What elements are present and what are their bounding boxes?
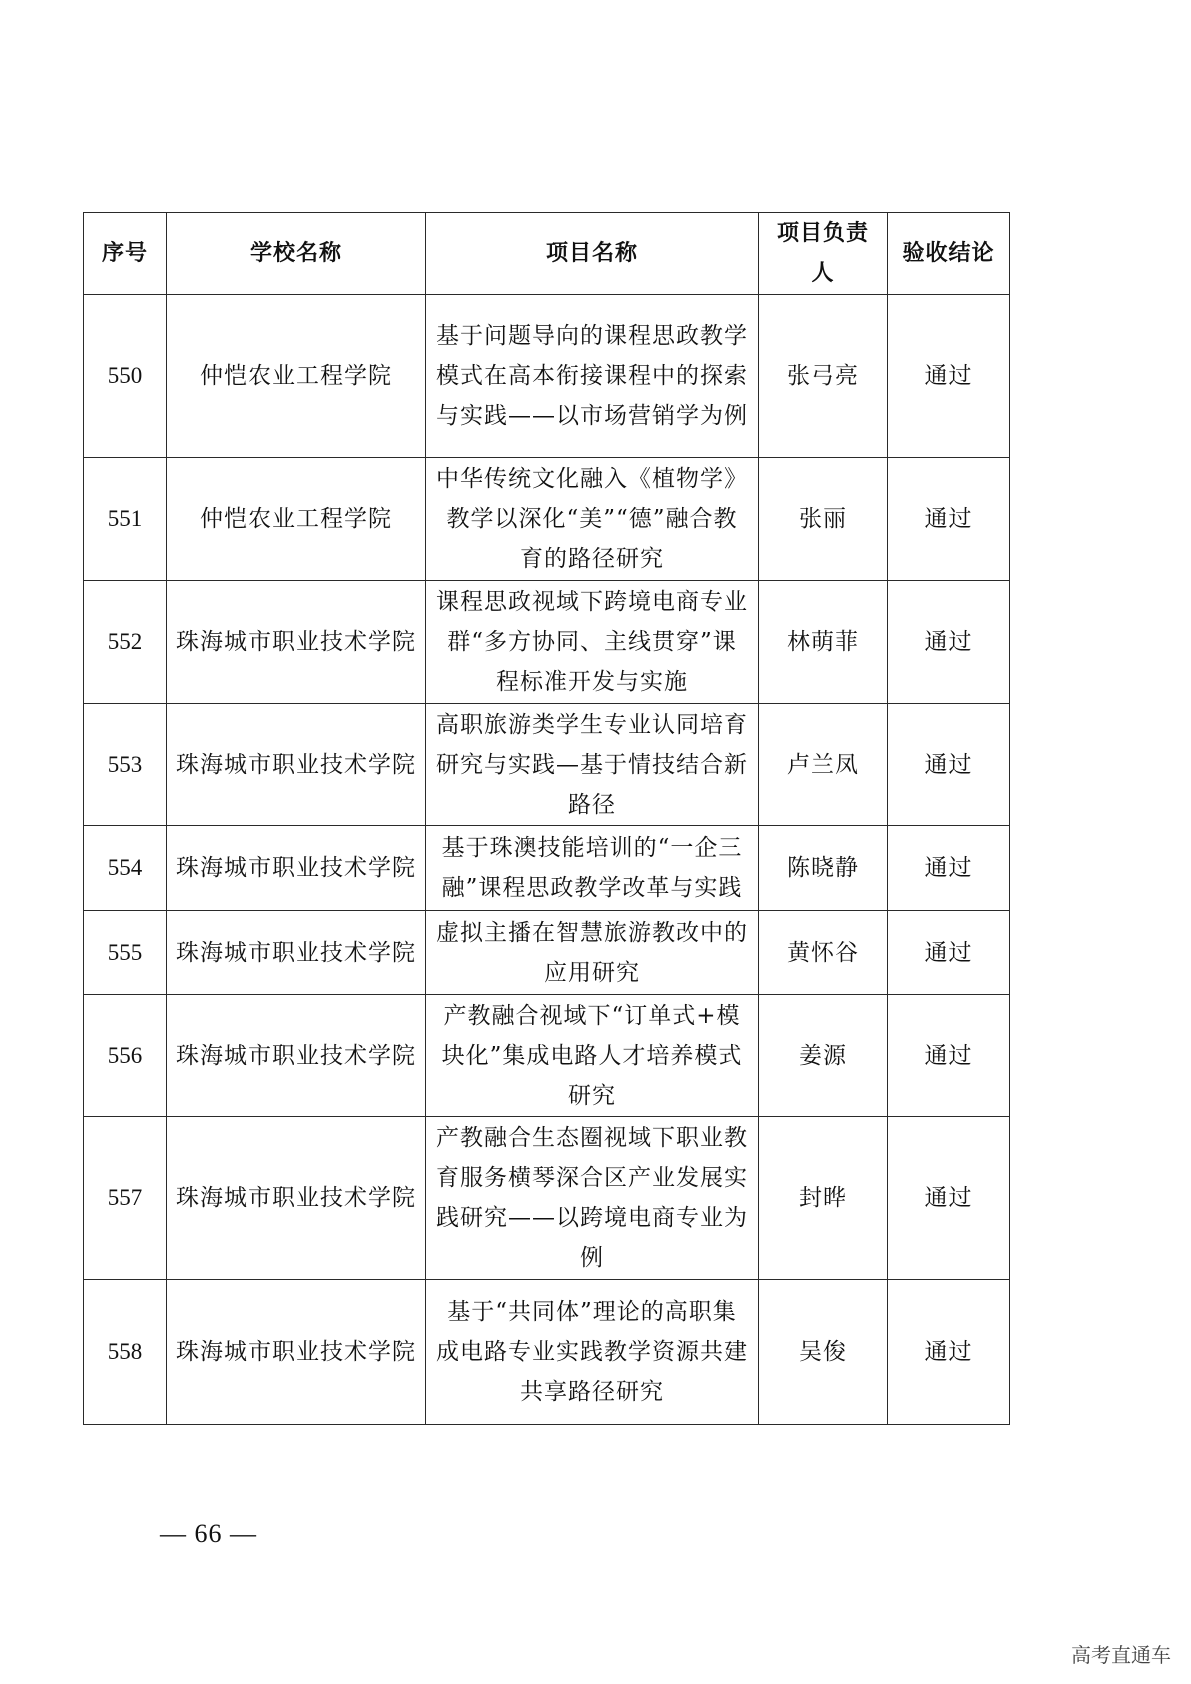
cell-leader: 黄怀谷: [759, 911, 888, 995]
header-result: 验收结论: [888, 213, 1010, 295]
table-row: [84, 704, 1010, 826]
table-row: [84, 581, 1010, 704]
header-school: 学校名称: [167, 213, 426, 295]
cell-result: 通过: [888, 581, 1010, 704]
cell-seq: 554: [84, 826, 167, 911]
table-row: [84, 1280, 1010, 1425]
cell-school: 珠海城市职业技术学院: [167, 1280, 426, 1425]
cell-project: 课程思政视域下跨境电商专业群“多方协同、主线贯穿”课程标准开发与实施: [426, 581, 759, 704]
cell-result: 通过: [888, 295, 1010, 458]
cell-project: 产教融合生态圈视域下职业教育服务横琴深合区产业发展实践研究——以跨境电商专业为例: [426, 1117, 759, 1280]
cell-project: 基于珠澳技能培训的“一企三融”课程思政教学改革与实践: [426, 826, 759, 911]
cell-leader: 林萌菲: [759, 581, 888, 704]
cell-result: 通过: [888, 704, 1010, 826]
cell-leader: 封晔: [759, 1117, 888, 1280]
cell-project: 基于问题导向的课程思政教学模式在高本衔接课程中的探索与实践——以市场营销学为例: [426, 295, 759, 458]
cell-leader: 吴俊: [759, 1280, 888, 1425]
cell-result: 通过: [888, 458, 1010, 581]
cell-result: 通过: [888, 1117, 1010, 1280]
results-table-container: [83, 212, 1009, 1425]
cell-leader: 卢兰凤: [759, 704, 888, 826]
cell-school: 珠海城市职业技术学院: [167, 995, 426, 1117]
cell-seq: 553: [84, 704, 167, 826]
cell-school: 珠海城市职业技术学院: [167, 826, 426, 911]
cell-school: 珠海城市职业技术学院: [167, 581, 426, 704]
cell-leader: 张弓亮: [759, 295, 888, 458]
cell-leader: 陈晓静: [759, 826, 888, 911]
cell-seq: 556: [84, 995, 167, 1117]
cell-school: 珠海城市职业技术学院: [167, 911, 426, 995]
cell-leader: 张丽: [759, 458, 888, 581]
cell-result: 通过: [888, 826, 1010, 911]
cell-school: 仲恺农业工程学院: [167, 295, 426, 458]
cell-project: 基于“共同体”理论的高职集成电路专业实践教学资源共建共享路径研究: [426, 1280, 759, 1425]
cell-seq: 555: [84, 911, 167, 995]
cell-project: 产教融合视域下“订单式+模块化”集成电路人才培养模式研究: [426, 995, 759, 1117]
cell-result: 通过: [888, 911, 1010, 995]
table-row: [84, 458, 1010, 581]
cell-seq: 557: [84, 1117, 167, 1280]
header-project: 项目名称: [426, 213, 759, 295]
table-row: [84, 826, 1010, 911]
cell-school: 珠海城市职业技术学院: [167, 704, 426, 826]
header-seq: 序号: [84, 213, 167, 295]
watermark-text: 高考直通车: [1071, 1643, 1171, 1667]
header-leader: 项目负责人: [759, 213, 888, 295]
page-number: — 66 —: [160, 1519, 257, 1548]
table-row: [84, 911, 1010, 995]
cell-seq: 552: [84, 581, 167, 704]
table-row: [84, 1117, 1010, 1280]
cell-leader: 姜源: [759, 995, 888, 1117]
table-row: [84, 995, 1010, 1117]
cell-result: 通过: [888, 995, 1010, 1117]
cell-project: 中华传统文化融入《植物学》教学以深化“美”“德”融合教育的路径研究: [426, 458, 759, 581]
cell-school: 仲恺农业工程学院: [167, 458, 426, 581]
table-header-row: [84, 213, 1010, 295]
cell-seq: 550: [84, 295, 167, 458]
project-acceptance-table: [83, 212, 1010, 1425]
cell-result: 通过: [888, 1280, 1010, 1425]
cell-project: 高职旅游类学生专业认同培育研究与实践—基于情技结合新路径: [426, 704, 759, 826]
table-row: [84, 295, 1010, 458]
cell-school: 珠海城市职业技术学院: [167, 1117, 426, 1280]
cell-seq: 551: [84, 458, 167, 581]
cell-project: 虚拟主播在智慧旅游教改中的应用研究: [426, 911, 759, 995]
cell-seq: 558: [84, 1280, 167, 1425]
